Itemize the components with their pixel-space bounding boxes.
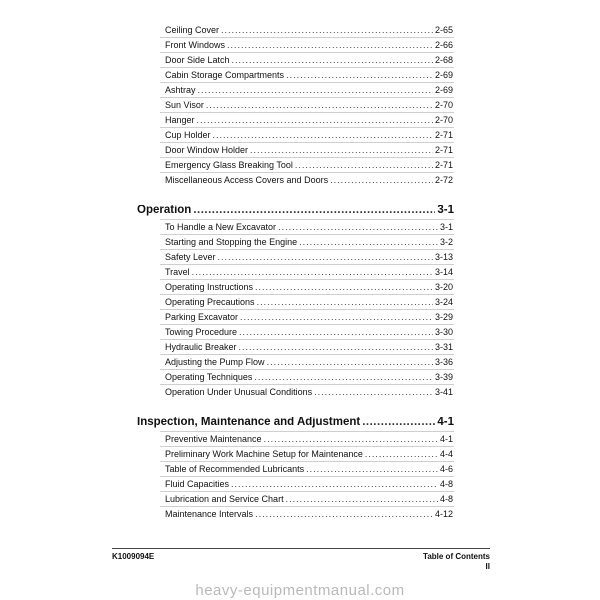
toc-entry-page: 3-1 [439, 223, 453, 232]
row-divider [160, 369, 454, 370]
row-divider [160, 279, 454, 280]
toc-entry-title: Safety Lever [165, 253, 216, 262]
toc-entry-page: 3-39 [434, 373, 453, 382]
toc-entry-page: 4-8 [439, 480, 453, 489]
toc-entry-title: Travel [165, 268, 190, 277]
toc-entry[interactable] [165, 388, 453, 397]
row-divider [160, 384, 454, 385]
toc-entry-page: 2-69 [434, 86, 453, 95]
row-divider [160, 142, 454, 143]
toc-entry[interactable] [165, 41, 453, 50]
toc-section-page: 3-1 [437, 205, 454, 216]
toc-entry-title: Hydraulic Breaker [165, 343, 237, 352]
toc-entry-page: 3-41 [434, 388, 453, 397]
toc-entry[interactable] [165, 358, 453, 367]
toc-entry-title: Operating Precautions [165, 298, 255, 307]
toc-entry-title: Door Window Holder [165, 146, 249, 155]
toc-entry-title: Door Side Latch [165, 56, 230, 65]
toc-entry-title: Parking Excavator [165, 313, 239, 322]
toc-entry-title: Adjusting the Pump Flow [165, 358, 265, 367]
watermark: heavy-equipmentmanual.com [195, 582, 405, 599]
toc-entry[interactable] [165, 86, 453, 95]
toc-entry[interactable] [165, 56, 453, 65]
toc-entry-page: 2-72 [434, 176, 453, 185]
row-divider [160, 52, 454, 53]
toc-entry[interactable] [165, 465, 453, 474]
toc-entry[interactable] [165, 176, 453, 185]
row-divider [160, 67, 454, 68]
row-divider [160, 431, 454, 432]
row-divider [160, 294, 454, 295]
toc-entry[interactable] [165, 161, 453, 170]
toc-entry-page: 2-71 [434, 161, 453, 170]
row-divider [160, 37, 454, 38]
toc-entry-page: 4-1 [439, 435, 453, 444]
toc-entry-page: 3-13 [434, 253, 453, 262]
toc-entry[interactable] [165, 283, 453, 292]
row-divider [160, 446, 454, 447]
doc-number: K1009094E [112, 552, 155, 561]
toc-entry-page: 3-36 [434, 358, 453, 367]
toc-entry-title: Emergency Glass Breaking Tool [165, 161, 293, 170]
row-divider [160, 491, 454, 492]
footer-divider [112, 548, 490, 549]
row-divider [160, 97, 454, 98]
toc-entry-title: Ceiling Cover [165, 26, 220, 35]
toc-entry[interactable] [165, 510, 453, 519]
toc-section-inspection[interactable] [137, 417, 454, 429]
row-divider [160, 339, 454, 340]
row-divider [160, 112, 454, 113]
toc-section-operation[interactable] [137, 205, 454, 217]
row-divider [160, 157, 454, 158]
toc-entry-title: Front Windows [165, 41, 226, 50]
toc-entry[interactable] [165, 223, 453, 232]
row-divider [160, 127, 454, 128]
toc-entry[interactable] [165, 495, 453, 504]
toc-entry-page: 2-69 [434, 71, 453, 80]
toc-entry-title: Table of Recommended Lubricants [165, 465, 305, 474]
toc-entry[interactable] [165, 71, 453, 80]
page-number: II [485, 562, 490, 571]
row-divider [160, 506, 454, 507]
toc-entry-page: 4-6 [439, 465, 453, 474]
toc-entry-title: Preliminary Work Machine Setup for Maintenance [165, 450, 363, 459]
toc-section-page: 4-1 [437, 417, 454, 428]
toc-entry[interactable] [165, 313, 453, 322]
toc-entry-page: 2-65 [434, 26, 453, 35]
toc-entry[interactable] [165, 116, 453, 125]
toc-entry[interactable] [165, 26, 453, 35]
toc-entry[interactable] [165, 298, 453, 307]
row-divider [160, 476, 454, 477]
toc-entry-title: Ashtray [165, 86, 196, 95]
toc-entry[interactable] [165, 328, 453, 337]
toc-entry-page: 2-68 [434, 56, 453, 65]
toc-entry-title: Starting and Stopping the Engine [165, 238, 298, 247]
toc-entry-page: 3-20 [434, 283, 453, 292]
toc-entry-page: 3-2 [439, 238, 453, 247]
toc-entry[interactable] [165, 480, 453, 489]
toc-entry-page: 2-71 [434, 146, 453, 155]
row-divider [160, 461, 454, 462]
toc-section-title: Inspection, Maintenance and Adjustment [137, 417, 361, 428]
row-divider [160, 234, 454, 235]
row-divider [160, 264, 454, 265]
toc-entry[interactable] [165, 268, 453, 277]
toc-entry-page: 4-12 [434, 510, 453, 519]
row-divider [160, 82, 454, 83]
toc-entry-title: Operation Under Unusual Conditions [165, 388, 313, 397]
toc-entry-page: 3-24 [434, 298, 453, 307]
toc-entry-title: Preventive Maintenance [165, 435, 262, 444]
toc-entry[interactable] [165, 435, 453, 444]
toc-entry-title: Fluid Capacities [165, 480, 230, 489]
toc-entry[interactable] [165, 373, 453, 382]
row-divider [160, 309, 454, 310]
toc-entry[interactable] [165, 253, 453, 262]
toc-entry-title: To Handle a New Excavator [165, 223, 277, 232]
toc-entry[interactable] [165, 131, 453, 140]
toc-entry[interactable] [165, 238, 453, 247]
toc-entry-title: Miscellaneous Access Covers and Doors [165, 176, 329, 185]
toc-entry-title: Maintenance Intervals [165, 510, 254, 519]
toc-section-title: Operation [137, 205, 192, 216]
toc-entry-page: 4-4 [439, 450, 453, 459]
toc-entry-title: Operating Techniques [165, 373, 253, 382]
row-divider [160, 354, 454, 355]
toc-entry-title: Towing Procedure [165, 328, 238, 337]
toc-entry-title: Operating Instructions [165, 283, 254, 292]
row-divider [160, 249, 454, 250]
toc-entry-title: Lubrication and Service Chart [165, 495, 284, 504]
section-label: Table of Contents [423, 552, 490, 561]
toc-entry-page: 2-66 [434, 41, 453, 50]
toc-entry-title: Cabin Storage Compartments [165, 71, 285, 80]
toc-entry-page: 3-31 [434, 343, 453, 352]
row-divider [160, 219, 454, 220]
toc-entry-page: 2-70 [434, 116, 453, 125]
toc-entry[interactable] [165, 146, 453, 155]
toc-entry-page: 2-71 [434, 131, 453, 140]
toc-entry-title: Cup Holder [165, 131, 211, 140]
toc-entry-page: 3-29 [434, 313, 453, 322]
toc-entry-title: Hanger [165, 116, 195, 125]
toc-entry[interactable] [165, 101, 453, 110]
toc-entry-page: 4-8 [439, 495, 453, 504]
row-divider [160, 172, 454, 173]
toc-entry[interactable] [165, 450, 453, 459]
toc-entry-title: Sun Visor [165, 101, 204, 110]
toc-entry-page: 2-70 [434, 101, 453, 110]
toc-entry[interactable] [165, 343, 453, 352]
footer-right [423, 552, 490, 572]
row-divider [160, 324, 454, 325]
toc-entry-page: 3-14 [434, 268, 453, 277]
toc-entry-page: 3-30 [434, 328, 453, 337]
